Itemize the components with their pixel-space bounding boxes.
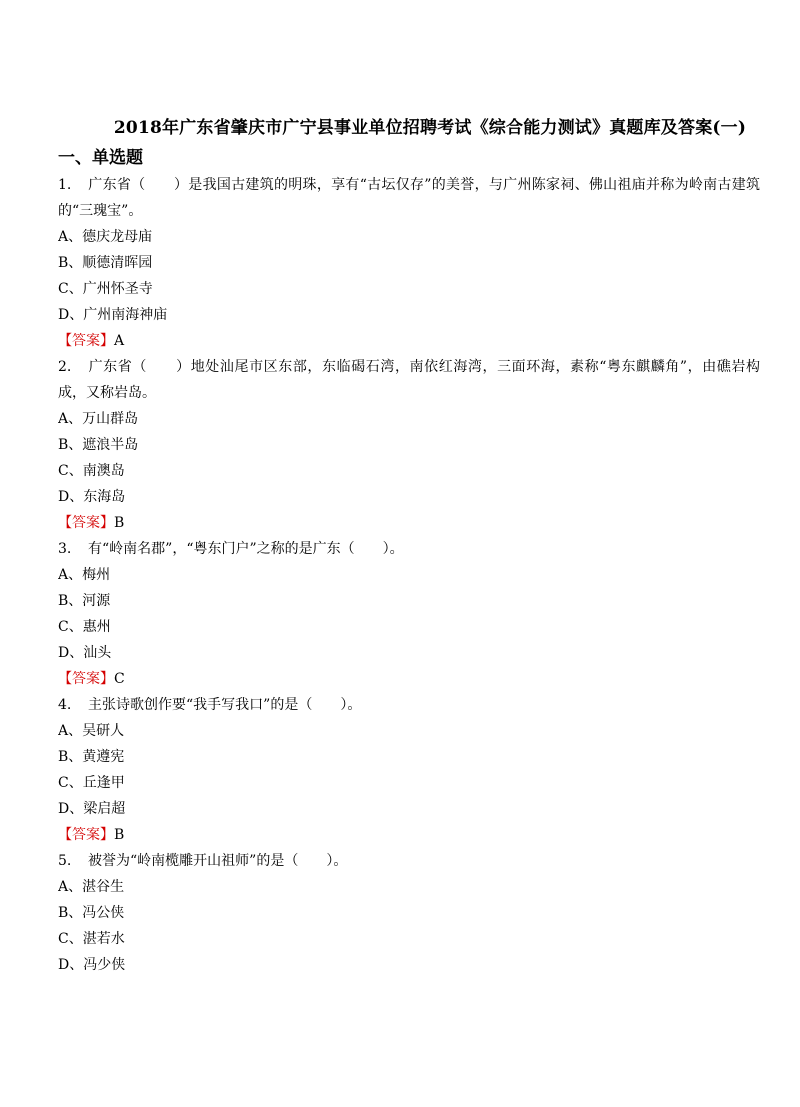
answer-line	[58, 822, 760, 848]
answer-tag: 【答案】	[58, 333, 114, 349]
question-list	[58, 172, 760, 978]
option-b: B、黄遵宪	[58, 749, 125, 765]
answer-line	[58, 510, 760, 536]
question-stem	[58, 354, 760, 406]
answer-tag: 【答案】	[58, 827, 114, 843]
question-item	[58, 172, 760, 354]
section-heading: 一、单选题	[58, 148, 143, 168]
question-item	[58, 848, 760, 978]
question-text: 广东省（ ）是我国古建筑的明珠，享有“古坛仅存”的美誉，与广州陈家祠、佛山祖庙并称为岭南古建筑的“三瑰宝”。	[58, 177, 760, 219]
question-stem	[58, 692, 760, 718]
option-c: C、惠州	[58, 619, 111, 635]
question-stem	[58, 848, 760, 874]
answer-tag: 【答案】	[58, 515, 114, 531]
answer-tag: 【答案】	[58, 671, 114, 687]
option-a: A、梅州	[58, 567, 111, 583]
option-c: C、湛若水	[58, 931, 125, 947]
option-c: C、丘逢甲	[58, 775, 125, 791]
question-number: 3.	[58, 541, 72, 557]
answer-value: B	[114, 827, 125, 843]
option-a: A、万山群岛	[58, 411, 139, 427]
question-text: 被誉为“岭南榄雕开山祖师”的是（ ）。	[88, 853, 348, 869]
question-text: 广东省（ ）地处汕尾市区东部，东临碣石湾，南依红海湾，三面环海，素称“粤东麒麟角”，由礁岩构成，又称岩岛。	[58, 359, 760, 401]
question-stem	[58, 536, 760, 562]
document-title: 2018年广东省肇庆市广宁县事业单位招聘考试《综合能力测试》真题库及答案(一)	[113, 118, 747, 138]
question-text: 主张诗歌创作要“我手写我口”的是（ ）。	[88, 697, 362, 713]
option-a: A、德庆龙母庙	[58, 229, 153, 245]
option-c: C、南澳岛	[58, 463, 125, 479]
option-d: D、汕头	[58, 645, 112, 661]
question-text: 有“岭南名郡”，“粤东门户”之称的是广东（ ）。	[88, 541, 404, 557]
option-b: B、顺德清晖园	[58, 255, 153, 271]
answer-value: A	[114, 333, 125, 349]
option-b: B、遮浪半岛	[58, 437, 139, 453]
option-c: C、广州怀圣寺	[58, 281, 153, 297]
answer-line	[58, 666, 760, 692]
option-d: D、东海岛	[58, 489, 126, 505]
question-number: 5.	[58, 853, 72, 869]
question-item	[58, 692, 760, 848]
option-d: D、广州南海神庙	[58, 307, 168, 323]
option-a: A、吴研人	[58, 723, 125, 739]
question-number: 1.	[58, 177, 72, 193]
option-b: B、冯公侠	[58, 905, 125, 921]
option-a: A、湛谷生	[58, 879, 125, 895]
question-stem	[58, 172, 760, 224]
question-item	[58, 354, 760, 536]
question-number: 4.	[58, 697, 72, 713]
option-d: D、冯少侠	[58, 957, 126, 973]
option-d: D、梁启超	[58, 801, 126, 817]
answer-value: C	[114, 671, 125, 687]
answer-line	[58, 328, 760, 354]
answer-value: B	[114, 515, 125, 531]
option-b: B、河源	[58, 593, 111, 609]
question-number: 2.	[58, 359, 72, 375]
question-item	[58, 536, 760, 692]
